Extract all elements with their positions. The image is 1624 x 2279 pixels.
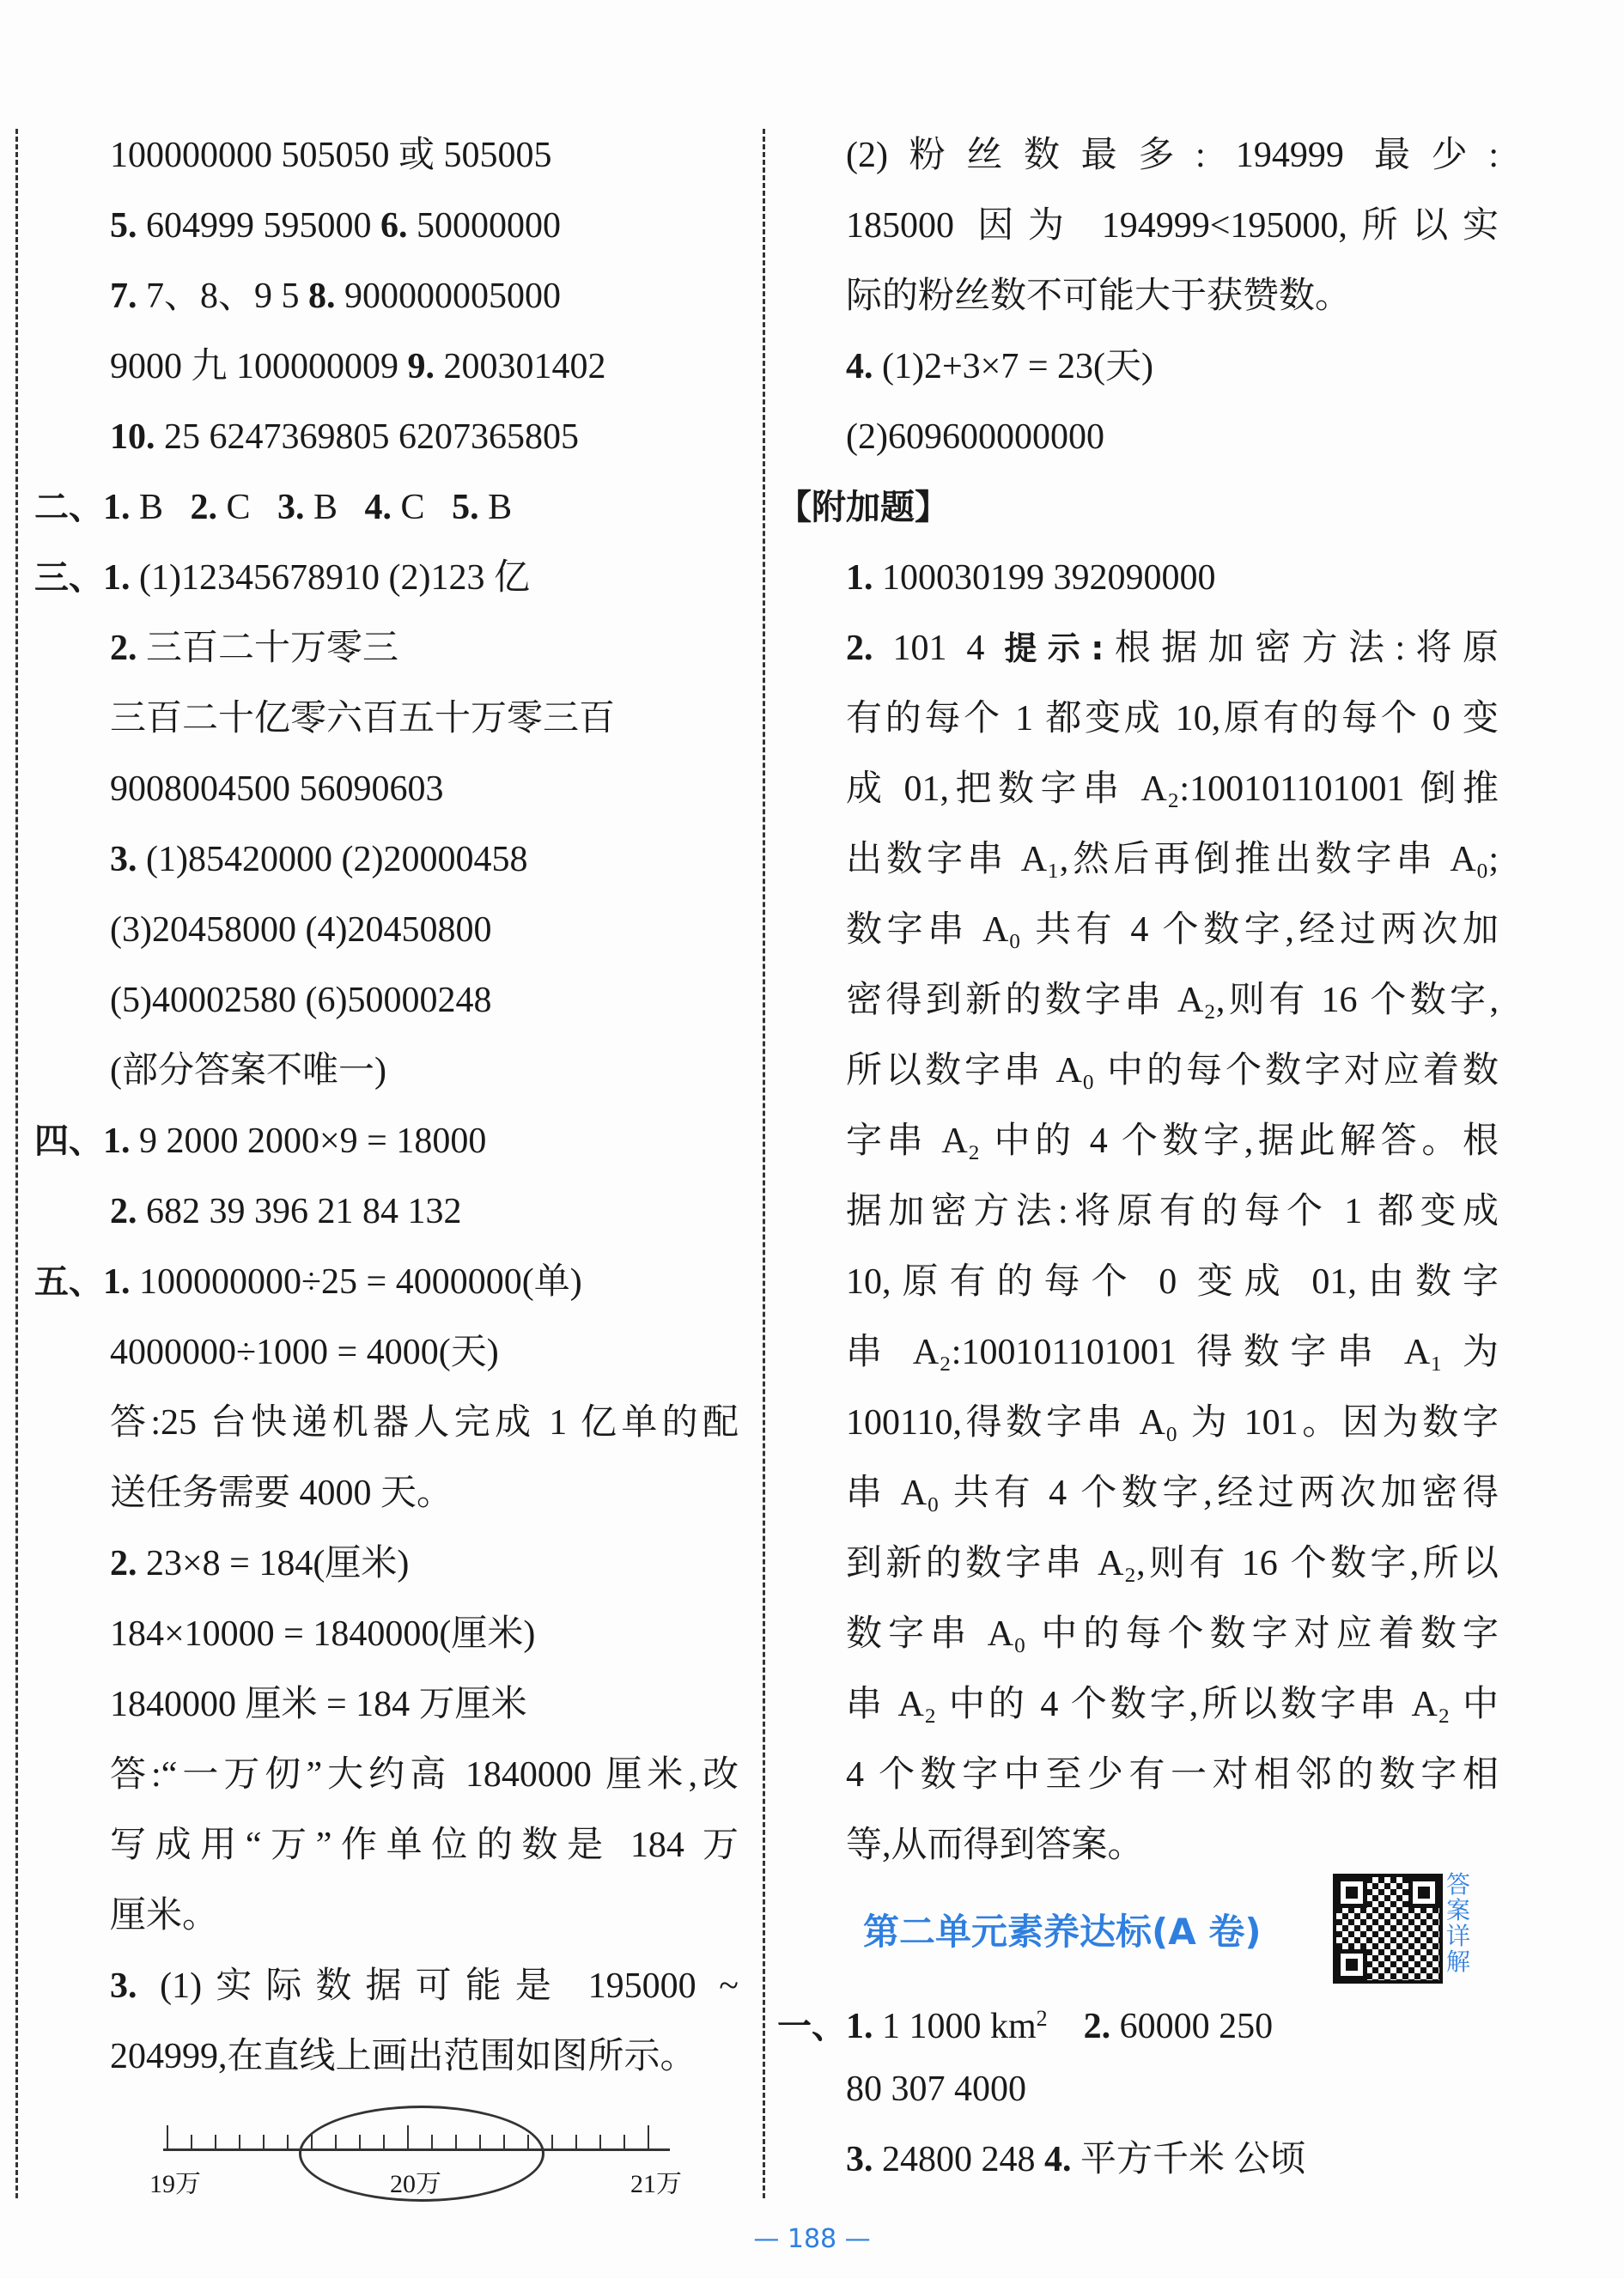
question-number: 8. xyxy=(308,277,336,316)
number-line-figure xyxy=(149,2095,687,2198)
answer-line: 答:“一万仞”大约高 1840000 厘米,改 xyxy=(110,1755,739,1795)
answer-line xyxy=(777,2124,1516,2195)
left-margin-dashed-line xyxy=(15,129,18,2198)
page-number: — 188 — xyxy=(753,2224,871,2254)
explanation-line: 字串 A₂ 中的 4 个数字,据此解答。根 xyxy=(846,1121,1499,1161)
answer-line xyxy=(34,402,756,472)
question-number: 4. xyxy=(364,488,392,527)
question-number: 5. xyxy=(110,206,137,246)
question-number: 2. xyxy=(110,1544,137,1583)
answer-line: 写成用“万”作单位的数是 184 万 xyxy=(110,1826,739,1865)
answer-line: 184×10000 = 1840000(厘米) xyxy=(110,1614,536,1654)
answer-line: 厘米。 xyxy=(110,1896,219,1936)
section-4-line xyxy=(34,1106,756,1176)
answer-line xyxy=(777,331,1516,402)
answer-text: 200301402 xyxy=(435,347,606,386)
answer-text: C xyxy=(392,488,425,527)
number-line-label: 21万 xyxy=(630,2170,682,2198)
question-number: 3. xyxy=(277,488,305,527)
answer-line xyxy=(777,543,1516,613)
answer-text: (1)85420000 (2)20000458 xyxy=(137,840,528,879)
answer-line: 80 307 4000 xyxy=(846,2069,1026,2109)
answer-line xyxy=(34,1528,756,1599)
answer-text: 7、8、9 5 xyxy=(137,277,309,316)
number-line-label: 20万 xyxy=(390,2170,441,2198)
answer-line: 三百二十亿零六百五十万零三百 xyxy=(110,699,616,738)
explanation-line: 100110,得数字串 A₀ 为 101。因为数字 xyxy=(846,1403,1499,1443)
answer-text: 1 1000 km xyxy=(873,2007,1037,2046)
answer-line xyxy=(34,613,756,684)
answer-line: (5)40002580 (6)50000248 xyxy=(110,981,492,1020)
question-number: 1. xyxy=(103,1121,131,1161)
tick xyxy=(623,2135,625,2149)
explanation-line: 等,从而得到答案。 xyxy=(846,1826,1144,1865)
tick xyxy=(239,2135,240,2149)
explanation-line: 数字串 A₀ 中的每个数字对应着数字 xyxy=(846,1614,1499,1654)
answer-line xyxy=(34,1176,756,1247)
tick xyxy=(551,2135,553,2149)
question-number: 2. xyxy=(1083,2007,1111,2046)
answer-line xyxy=(34,261,756,331)
explanation-line: 出数字串 A₁,然后再倒推出数字串 A₀; xyxy=(846,840,1499,879)
answer-line: 4000000÷1000 = 4000(天) xyxy=(110,1333,499,1372)
qr-code[interactable] xyxy=(1333,1874,1443,1984)
section-label: 三、 xyxy=(34,558,103,598)
question-number: 9. xyxy=(407,347,435,386)
question-number: 2. xyxy=(110,629,137,668)
hint-label: 提示: xyxy=(1004,629,1104,667)
answer-text: 9000 九 100000009 xyxy=(110,347,408,386)
explanation-line: 据加密方法:将原有的每个 1 都变成 xyxy=(846,1192,1499,1231)
explanation-line: 串 A₀ 共有 4 个数字,经过两次加密得 xyxy=(846,1474,1499,1513)
bonus-section-title: 【附加题】 xyxy=(777,488,949,527)
section-label: 二、 xyxy=(34,488,103,527)
answer-line: (3)20458000 (4)20450800 xyxy=(110,910,492,950)
answer-text: 100000000 505050 或 505005 xyxy=(110,136,552,175)
answer-text: 25 6247369805 6207365805 xyxy=(155,417,579,457)
answer-text: 900000005000 xyxy=(335,277,562,316)
answer-note: (部分答案不唯一) xyxy=(110,1051,386,1091)
answer-text: 平方千米 公顷 xyxy=(1071,2140,1306,2179)
question-number: 2. xyxy=(110,1192,137,1231)
answer-text: B xyxy=(304,488,338,527)
explanation-line: 成 01,把数字串 A₂:100101101001 倒推 xyxy=(846,769,1499,809)
question-number: 3. xyxy=(110,1966,137,2006)
answer-text: 根据加密方法:将原 xyxy=(1104,629,1499,668)
section-label: 一、 xyxy=(777,2007,846,2046)
answer-line xyxy=(34,1951,756,2021)
answer-line xyxy=(34,191,756,261)
qr-finder xyxy=(1408,1877,1439,1908)
answer-text: 100000000÷25 = 4000000(单) xyxy=(130,1262,582,1302)
qr-finder xyxy=(1336,1877,1367,1908)
answer-line: (2)609600000000 xyxy=(846,417,1104,457)
answer-line: 9008004500 56090603 xyxy=(110,769,444,809)
question-number: 2. xyxy=(190,488,218,527)
section-5-line xyxy=(34,1247,756,1317)
answer-text: 60000 250 xyxy=(1110,2007,1274,2046)
tick-major xyxy=(648,2125,649,2149)
question-number: 1. xyxy=(103,1262,131,1302)
answer-text: B xyxy=(130,488,164,527)
tick xyxy=(263,2135,265,2149)
question-number: 7. xyxy=(110,277,137,316)
answer-text: 50000000 xyxy=(407,206,561,246)
answer-line xyxy=(34,120,756,191)
answer-line: 送任务需要 4000 天。 xyxy=(110,1474,453,1513)
question-number: 1. xyxy=(846,2007,873,2046)
answer-line: (2)粉丝数最多: 194999 最少: xyxy=(846,136,1499,175)
answer-line: 185000 因为 194999<195000,所以实 xyxy=(846,206,1499,246)
superscript: 2 xyxy=(1036,2006,1048,2031)
question-number: 5. xyxy=(452,488,479,527)
explanation-line: 到新的数字串 A₂,则有 16 个数字,所以 xyxy=(846,1544,1499,1583)
explanation-line: 4 个数字中至少有一对相邻的数字相 xyxy=(846,1755,1499,1795)
tick xyxy=(599,2135,601,2149)
answer-line: 204999,在直线上画出范围如图所示。 xyxy=(110,2037,696,2076)
section-1-line xyxy=(777,1984,1516,2054)
section-2-line xyxy=(34,472,756,543)
question-number: 1. xyxy=(846,558,873,598)
left-column xyxy=(34,120,756,2092)
answer-line xyxy=(34,824,756,895)
answer-text: 9 2000 2000×9 = 18000 xyxy=(130,1121,487,1161)
qr-finder xyxy=(1336,1949,1367,1980)
unit-title: 第二单元素养达标(A 卷) xyxy=(863,1911,1262,1953)
section-label: 四、 xyxy=(34,1121,103,1161)
answer-text: 604999 595000 xyxy=(137,206,380,246)
tick xyxy=(215,2135,216,2149)
explanation-line: 10,原有的每个 0 变成 01,由数字 xyxy=(846,1262,1499,1302)
column-divider-dashed-line xyxy=(763,129,765,2198)
tick xyxy=(191,2135,192,2149)
answer-text: 100030199 392090000 xyxy=(873,558,1216,598)
answer-line: 答:25 台快递机器人完成 1 亿单的配 xyxy=(110,1403,739,1443)
question-number: 10. xyxy=(110,417,155,457)
answer-line xyxy=(34,331,756,402)
answer-text: B xyxy=(478,488,513,527)
answer-text: 101 4 xyxy=(873,629,1005,668)
answer-text: (1)12345678910 (2)123 亿 xyxy=(130,558,530,598)
answer-line xyxy=(777,613,1516,684)
question-number: 4. xyxy=(846,347,873,386)
answer-text: 682 39 396 21 84 132 xyxy=(137,1192,462,1231)
tick xyxy=(287,2135,289,2149)
question-number: 3. xyxy=(846,2140,873,2179)
section-3-line xyxy=(34,543,756,613)
answer-text: 23×8 = 184(厘米) xyxy=(137,1544,410,1583)
answer-text: (1)实际数据可能是 195000 ~ xyxy=(137,1966,739,2006)
explanation-line: 串 A₂:100101101001 得数字串 A₁ 为 xyxy=(846,1333,1499,1372)
section-label: 五、 xyxy=(34,1262,103,1302)
question-number: 4. xyxy=(1044,2140,1072,2179)
explanation-line: 所以数字串 A₀ 中的每个数字对应着数 xyxy=(846,1051,1499,1091)
answer-text: C xyxy=(217,488,251,527)
question-number: 3. xyxy=(110,840,137,879)
number-line-label: 19万 xyxy=(149,2170,201,2198)
answer-text: 24800 248 xyxy=(873,2140,1044,2179)
question-number: 1. xyxy=(103,558,131,598)
answer-line: 际的粉丝数不可能大于获赞数。 xyxy=(846,277,1352,316)
qr-label: 答案详解 xyxy=(1446,1870,1471,1976)
explanation-line: 数字串 A₀ 共有 4 个数字,经过两次加 xyxy=(846,910,1499,950)
answer-line: 1840000 厘米 = 184 万厘米 xyxy=(110,1685,527,1724)
explanation-line: 串 A₂ 中的 4 个数字,所以数字串 A₂ 中 xyxy=(846,1685,1499,1724)
explanation-line: 密得到新的数字串 A₂,则有 16 个数字, xyxy=(846,981,1499,1020)
answer-text: 三百二十万零三 xyxy=(137,629,399,668)
tick-major xyxy=(167,2125,168,2149)
question-number: 6. xyxy=(380,206,408,246)
tick xyxy=(575,2135,577,2149)
question-number: 2. xyxy=(846,629,873,668)
question-number: 1. xyxy=(103,488,131,527)
answer-text: (1)2+3×7 = 23(天) xyxy=(873,347,1154,386)
explanation-line: 有的每个 1 都变成 10,原有的每个 0 变 xyxy=(846,699,1499,738)
